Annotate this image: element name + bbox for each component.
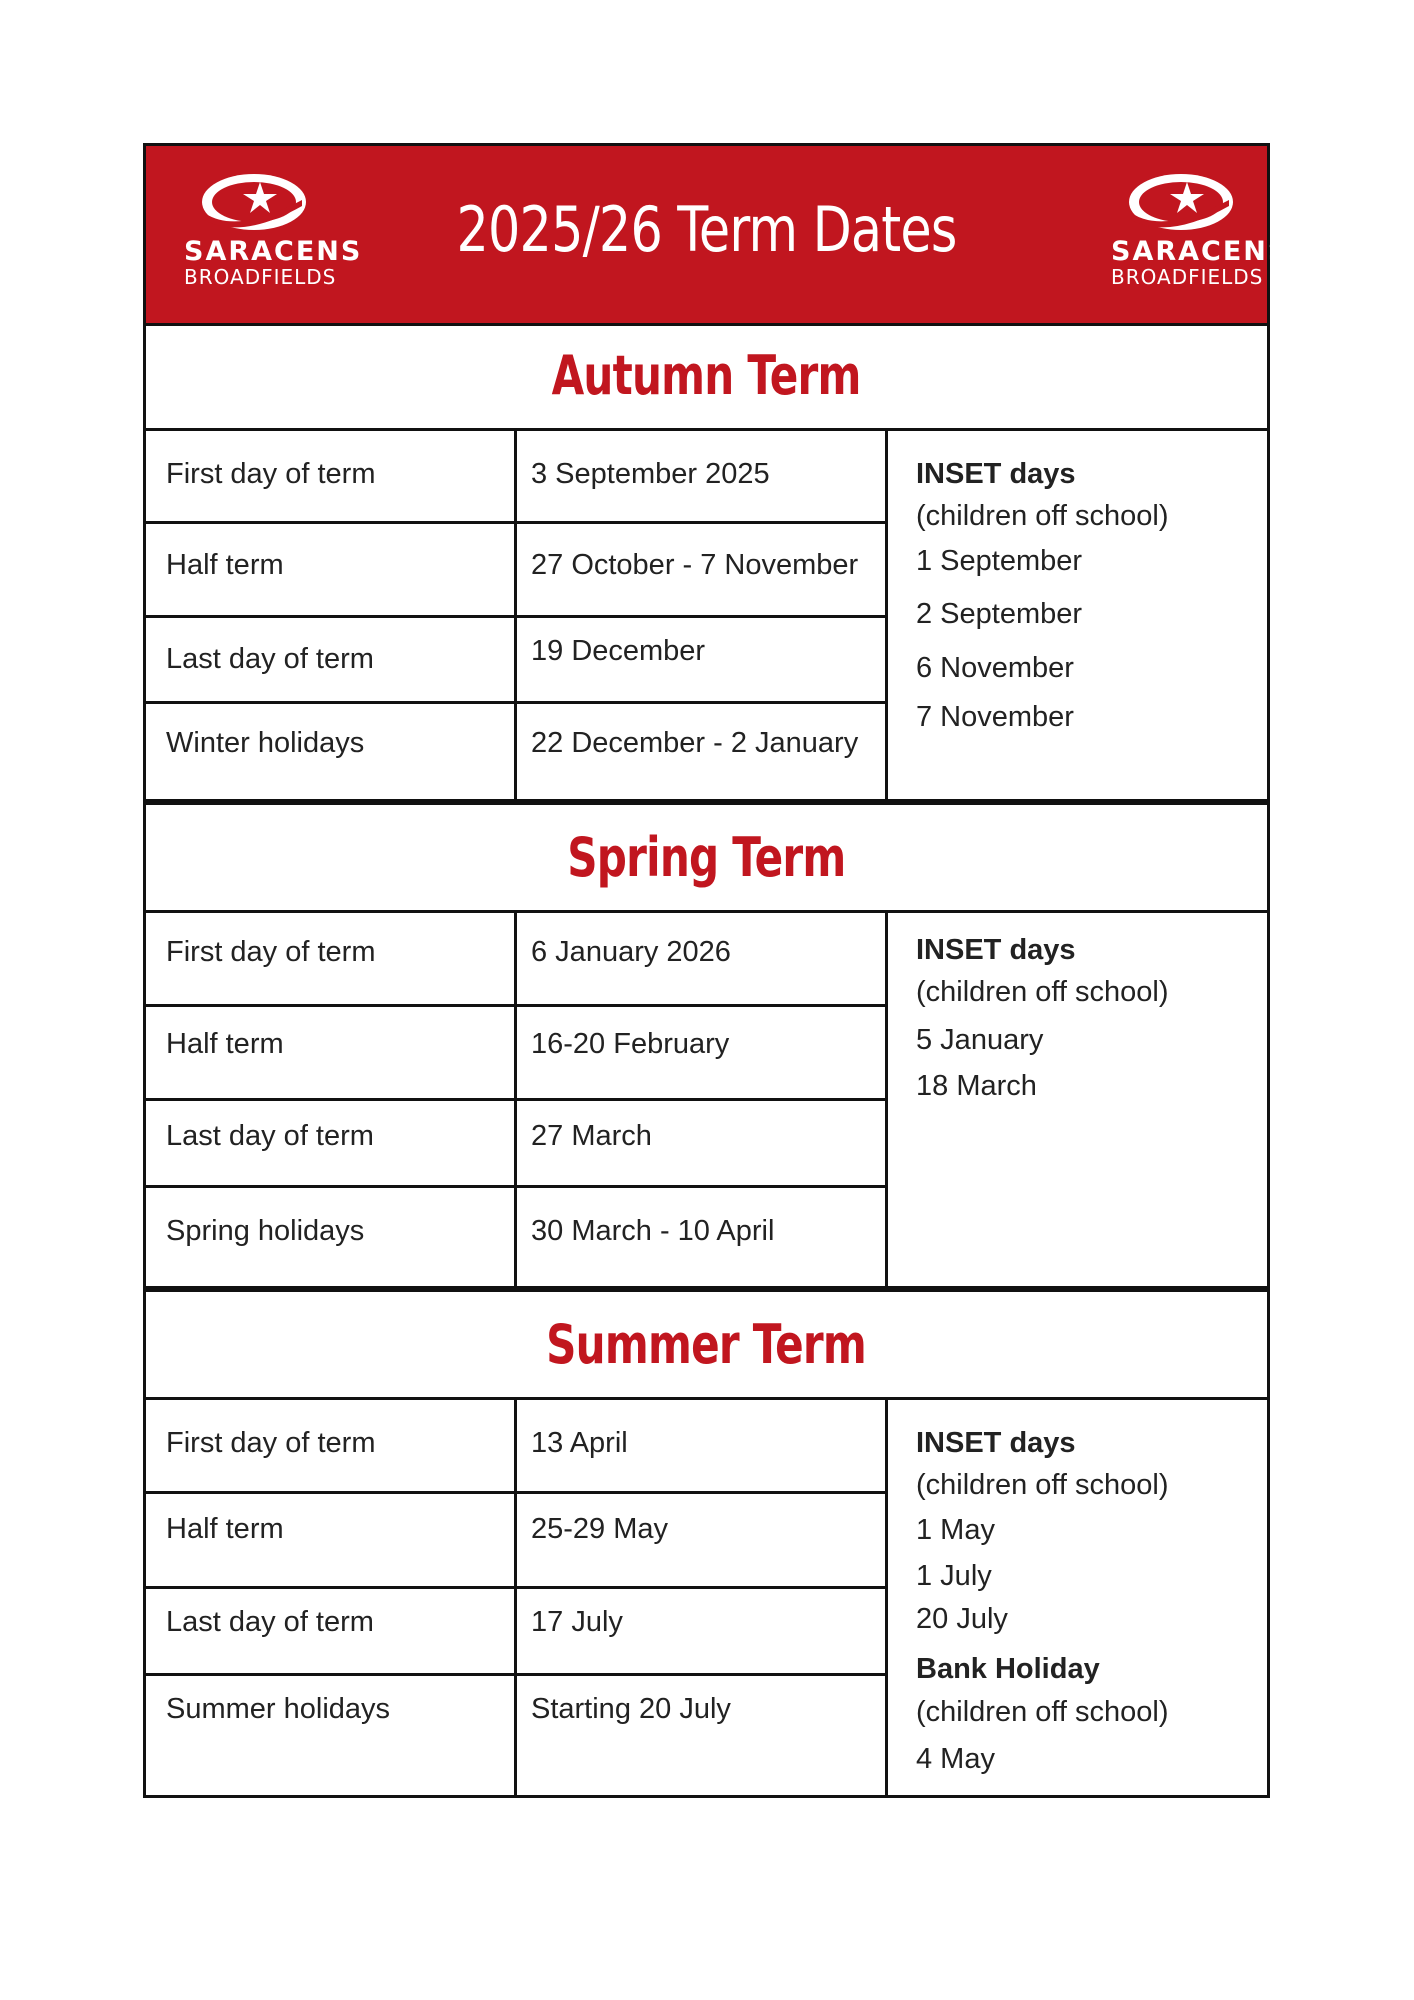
row-label-cell: [146, 1400, 517, 1491]
table-row: [146, 1494, 888, 1589]
row-label-cell: [146, 1188, 517, 1286]
bank-holiday-date: 4 May: [916, 1743, 995, 1775]
spring-term-table: [146, 913, 1267, 1286]
saracens-crest-icon: [1125, 170, 1237, 234]
saracens-logo-right: [1111, 170, 1290, 300]
table-row: [146, 1676, 888, 1795]
row-label: Last day of term: [166, 1606, 374, 1638]
row-value-cell: [517, 524, 888, 615]
row-label: First day of term: [166, 936, 376, 968]
autumn-term-table: [146, 431, 1267, 799]
spring-term-heading: [146, 805, 1267, 913]
row-value-cell: [517, 1676, 888, 1795]
row-label-cell: [146, 618, 517, 701]
inset-note: (children off school): [916, 500, 1169, 532]
row-value-cell: [517, 1007, 888, 1098]
autumn-term-heading: [146, 323, 1267, 431]
inset-title: INSET days: [916, 934, 1076, 966]
row-label-cell: [146, 524, 517, 615]
term-title: Summer Term: [546, 1313, 867, 1376]
inset-date: 1 September: [916, 545, 1083, 577]
row-value-cell: [517, 704, 888, 799]
table-row: [146, 1007, 888, 1101]
table-row: [146, 1589, 888, 1676]
term-title: Autumn Term: [551, 344, 862, 407]
row-value: 16-20 February: [531, 1028, 730, 1060]
row-label-cell: [146, 1676, 517, 1795]
row-label: Winter holidays: [166, 727, 365, 759]
table-row: [146, 1400, 888, 1494]
row-label-cell: [146, 1494, 517, 1586]
row-value: 19 December: [531, 635, 706, 667]
row-label-cell: [146, 913, 517, 1004]
row-value: 3 September 2025: [531, 458, 770, 490]
inset-title: INSET days: [916, 458, 1076, 490]
inset-title: INSET days: [916, 1427, 1076, 1459]
row-label: Summer holidays: [166, 1693, 391, 1725]
inset-date: 5 January: [916, 1024, 1044, 1056]
row-label-cell: [146, 704, 517, 799]
row-value-cell: [517, 618, 888, 701]
row-label-cell: [146, 431, 517, 521]
row-value: 6 January 2026: [531, 936, 731, 968]
bank-holiday-note: (children off school): [916, 1696, 1169, 1728]
inset-date: 20 July: [916, 1603, 1008, 1635]
row-value: 25-29 May: [531, 1513, 669, 1545]
summer-term-heading: [146, 1292, 1267, 1400]
logo-brand-text: SARACENS: [1111, 236, 1290, 267]
logo-brand-text: SARACENS: [184, 236, 363, 267]
page-title: 2025/26 Term Dates: [456, 193, 957, 266]
row-value: 27 March: [531, 1120, 652, 1152]
header-banner: [146, 146, 1290, 326]
table-row: [146, 704, 888, 799]
inset-days-panel: [888, 431, 1267, 799]
row-label: Last day of term: [166, 1120, 374, 1152]
inset-days-panel: [888, 913, 1267, 1286]
table-row: [146, 1188, 888, 1286]
row-label-cell: [146, 1101, 517, 1185]
row-label: First day of term: [166, 458, 376, 490]
row-label: Last day of term: [166, 643, 374, 675]
term-dates-document: [143, 143, 1290, 1798]
row-label: Half term: [166, 1028, 284, 1060]
row-value-cell: [517, 1101, 888, 1185]
table-row: [146, 524, 888, 618]
row-label: First day of term: [166, 1427, 376, 1459]
row-value-cell: [517, 913, 888, 1004]
row-value-cell: [517, 1494, 888, 1586]
row-value: 22 December - 2 January: [531, 727, 859, 759]
inset-date: 1 May: [916, 1514, 995, 1546]
row-label: Spring holidays: [166, 1215, 365, 1247]
inset-days-panel: [888, 1400, 1267, 1795]
row-label: Half term: [166, 1513, 284, 1545]
row-label-cell: [146, 1007, 517, 1098]
inset-date: 1 July: [916, 1560, 992, 1592]
row-label-cell: [146, 1589, 517, 1673]
inset-date: 2 September: [916, 598, 1083, 630]
row-value: 17 July: [531, 1606, 623, 1638]
inset-date: 18 March: [916, 1070, 1037, 1102]
inset-note: (children off school): [916, 1469, 1169, 1501]
row-value: 27 October - 7 November: [531, 549, 859, 581]
row-label: Half term: [166, 549, 284, 581]
table-row: [146, 913, 888, 1007]
logo-sub-text: BROADFIELDS: [1111, 265, 1264, 289]
row-value-cell: [517, 1400, 888, 1491]
row-value: 30 March - 10 April: [531, 1215, 775, 1247]
summer-term-table: [146, 1400, 1267, 1795]
bank-holiday-title: Bank Holiday: [916, 1653, 1100, 1685]
table-row: [146, 1101, 888, 1188]
term-title: Spring Term: [567, 826, 846, 889]
table-row: [146, 431, 888, 524]
row-value-cell: [517, 431, 888, 521]
table-row: [146, 618, 888, 704]
row-value: Starting 20 July: [531, 1693, 731, 1725]
logo-sub-text: BROADFIELDS: [184, 265, 337, 289]
inset-date: 7 November: [916, 701, 1074, 733]
inset-note: (children off school): [916, 976, 1169, 1008]
row-value: 13 April: [531, 1427, 628, 1459]
row-value-cell: [517, 1188, 888, 1286]
row-value-cell: [517, 1589, 888, 1673]
inset-date: 6 November: [916, 652, 1074, 684]
